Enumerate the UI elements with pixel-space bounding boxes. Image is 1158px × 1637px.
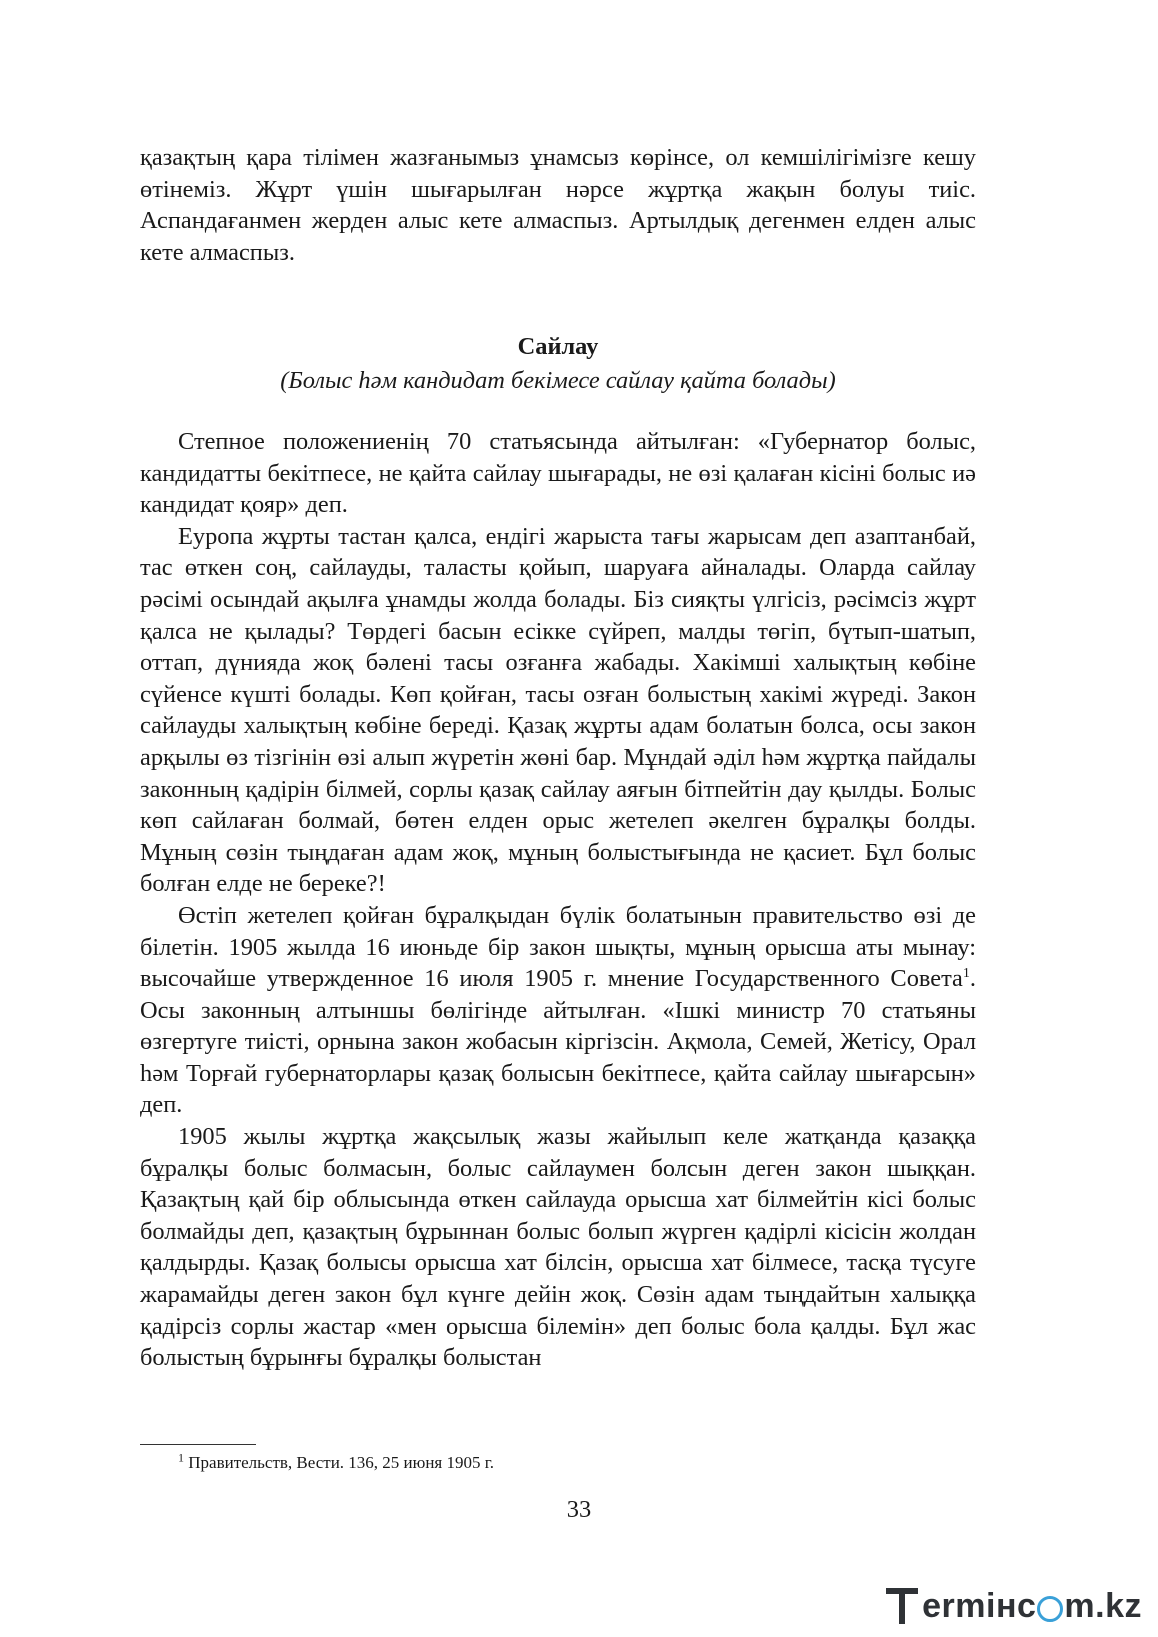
page-number: 33	[566, 1496, 592, 1523]
footnote-divider	[140, 1444, 256, 1445]
watermark-text-part2: m.kz	[1064, 1586, 1142, 1625]
body-paragraph-2: Еуропа жұрты тастан қалса, ендігі жарыста тағы жарысам деп азаптанбай, тас өткен соң, сайлауды, таласты қойып, шаруаға айналады. Оларда сайлау рәсімі осындай ақылға ұнамды жолда болады. Біз сияқты үлгісіз, рәсімсіз жұрт қалса не қылады? Төрдегі басын есікке сүйреп, малды төгіп, бүтып-шатып, оттап, дүнияда жоқ бәлені тасы озғанға жабады. Хакімші халықтың көбіне сүйенсе күшті болады. Көп қойған, тасы озған болыстың хакімі жүреді. Закон сайлауды халықтың көбіне береді. Қазақ жұрты адам болатын болса, осы закон арқылы өз тізгінін өзі алып жүретін жөні бар. Мұндай әділ һәм жұртқа пайдалы законның қадірін білмей, сорлы қазақ сайлау аяғын бітпейтін дау қылды. Болыс көп сайлаған болмай, бөтен елден орыс жетелеп әкелген бұралқы болды. Мұның сөзін тыңдаған адам жоқ, мұның болыстығында не қасиет. Бұл болыс болған елде не береке?!	[140, 522, 976, 898]
intro-text	[140, 142, 976, 268]
body-paragraph-3	[140, 900, 976, 1121]
site-watermark-logo	[886, 1584, 1142, 1628]
footnote-marker: 1	[178, 1450, 184, 1465]
paragraph-3-text-start: Өстіп жетелеп қойған бұралқыдан бүлік болатынын правительство өзі де білетін. 1905 жылда 16 июньде бір закон шықты, мұның орысша аты мынау: высочайше утвержденное 16 июля 1905 г. мнение Государственного Совета	[140, 901, 976, 993]
section-subtitle: (Болыс һәм кандидат бекімесе сайлау қайта болады)	[280, 367, 836, 394]
footnote-reference[interactable]: 1	[962, 965, 970, 981]
body-paragraph-1: Степное положениенің 70 статьясында айтылған: «Губернатор болыс, кандидатты бекітпесе, не қайта сайлау шығарады, не өзі қалаған кісіні болыс иә кандидат қояр» деп.	[140, 428, 976, 519]
intro-paragraph: қазақтың қара тілімен жазғанымыз ұнамсыз көрінсе, ол кемшілігімізге кешу өтінеміз. Жұрт үшін шығарылған нәрсе жұртқа жақын болуы тиіс. Аспандағанмен жерден алыс кете алмаспыз. Артылдық дегенмен елден алыс кете алмаспыз.	[140, 144, 976, 266]
section-title: Сайлау	[517, 333, 599, 360]
watermark-text-part1: ermінс	[922, 1586, 1037, 1625]
body-paragraph-4: 1905 жылы жұртқа жақсылық жазы жайылып келе жатқанда қазаққа бұралқы болыс болмасын, болыс сайлаумен болсын деген закон шыққан. Қазақтың қай бір облысында өткен сайлауда орысша хат білмейтін кісі болыс болмайды деп, қазақтың бұрыннан болыс болып жүрген қадірлі кісісін жолдан қалдырды. Қазақ болысы орысша хат білсін, орысша хат білмесе, тасқа түсуге жарамайды деген закон бұл күнге дейін жоқ. Сөзін адам тыңдайтын халыққа қадірсіз сорлы жастар «мен орысша білемін» деп болыс бола қалды. Бұл жас болыстың бұрынғы бұралқы болыстан	[140, 1123, 976, 1372]
footnote	[178, 1452, 494, 1474]
footnote-text: Правительств, Вести. 136, 25 июня 1905 г.	[184, 1453, 495, 1472]
circle-o-icon	[1037, 1596, 1063, 1622]
t-letter-icon	[886, 1586, 920, 1626]
section-body	[140, 426, 976, 1374]
paragraph-3-text-end: . Осы законның алтыншы бөлігінде айтылған. «Ішкі министр 70 статьяны өзгертуге тиісті, орнына закон жобасын кіргізсін. Ақмола, Семей, Жетісу, Орал һәм Торғай губернаторлары қазақ болысын бекітпесе, қайта сайлау шығарсын» деп.	[140, 965, 976, 1119]
